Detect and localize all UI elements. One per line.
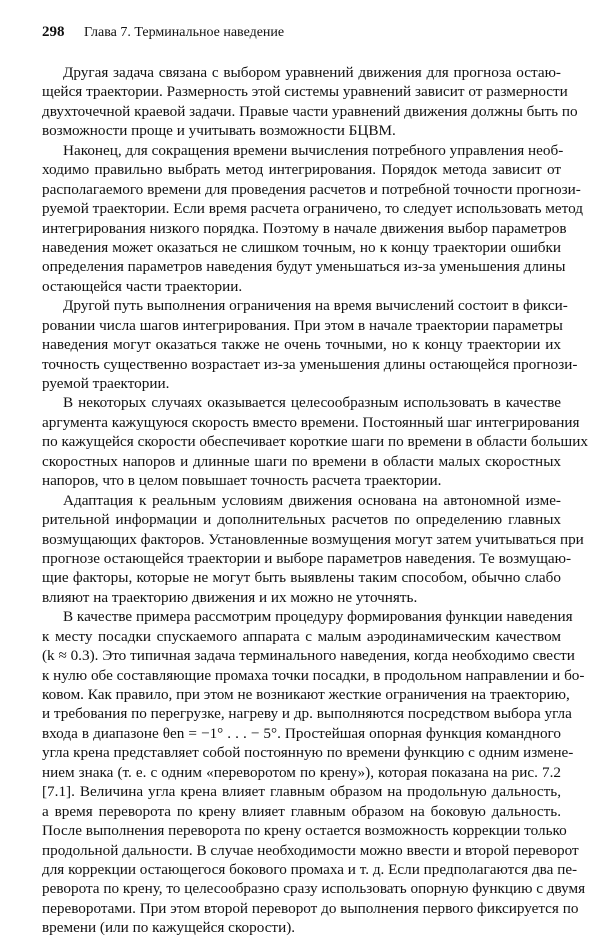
text-line: для коррекции остающегося бокового промаха и т. д. Если предполагаются два пе- xyxy=(42,860,578,878)
text-line: щие факторы, которые не могут быть выявлены таким способом, обычно слабо xyxy=(42,569,561,587)
text-line: ковом. Как правило, при этом не возникают жесткие ограничения на траекторию, xyxy=(42,686,570,703)
text-line: напоров, что в целом повышает точность расчета траектории. xyxy=(42,472,442,490)
running-title: Глава 7. Терминальное наведение xyxy=(84,25,285,40)
text-line: Адаптация к реальным условиям движения основана на автономной изме- xyxy=(63,491,561,509)
text-line: В качестве примера рассмотрим процедуру формирования функции наведения xyxy=(63,608,573,626)
text-line: а время переворота по крену влияет главным образом на боковую дальность. xyxy=(42,802,561,820)
text-line: аргумента кажущуюся скорость вместо времени. Постоянный шаг интегрирования xyxy=(42,413,580,431)
text-line: и требования по перегрузке, нагреву и др. выполняются посредством выбора угла xyxy=(42,705,572,723)
text-line: руемой траектории. Если время расчета ограничено, то следует использовать метод xyxy=(42,200,583,218)
text-line: В некоторых случаях оказывается целесообразным использовать в качестве xyxy=(63,394,561,412)
text-line: щейся траектории. Размерность этой системы уравнений зависит от размерности xyxy=(42,83,568,101)
text-line: [7.1]. Величина угла крена влияет главным образом на продольную дальность, xyxy=(42,783,561,801)
text-line: наведения могут оказаться также не очень точными, но к концу траектории их xyxy=(42,336,561,354)
text-line: интегрирования низкого порядка. Поэтому в начале движения выбор параметров xyxy=(42,219,567,237)
text-line: ходимо правильно выбрать метод интегрирования. Порядок метода зависит от xyxy=(42,161,561,179)
text-line: влияют на траекторию движения и их можно не уточнять. xyxy=(42,588,418,606)
text-line: руемой траектории. xyxy=(42,375,170,392)
text-line: возможности проще и учитывать возможности БЦВМ. xyxy=(42,122,396,140)
text-line: продольной дальности. В случае необходимости можно ввести и второй переворот xyxy=(42,841,579,859)
text-line: Другой путь выполнения ограничения на время вычислений состоит в фикси- xyxy=(63,297,568,315)
text-line: располагаемого времени для проведения расчетов и потребной точности прогнози- xyxy=(42,180,581,198)
text-line: к нулю обе составляющие промаха точки посадки, в продольном направлении и бо- xyxy=(42,666,585,684)
text-line: прогнозе остающейся траектории и выборе параметров наведения. Те возмущаю- xyxy=(42,549,572,567)
text-line: к месту посадки спускаемого аппарата с малым аэродинамическим качеством xyxy=(42,627,561,645)
text-line: остающейся части траектории. xyxy=(42,277,243,295)
text-line: угла крена представляет собой постоянную по времени функцию с одним измене- xyxy=(42,744,574,762)
text-line: реворота по крену, то целесообразно сразу использовать опорную функцию с двумя xyxy=(42,880,586,898)
text-line: наведения может оказаться не слишком точным, но к концу траектории ошибки xyxy=(42,238,561,256)
text-line: двухточечной краевой задачи. Правые части уравнений движения должны быть по xyxy=(42,102,578,120)
text-line: времени (или по кажущейся скорости). xyxy=(42,919,296,937)
text-line: (k ≈ 0.3). Это типичная задача терминального наведения, когда необходимо свести xyxy=(42,647,575,665)
text-line: входа в диапазоне θen = −1° . . . − 5°. Простейшая опорная функция командного xyxy=(42,724,561,742)
text-line: определения параметров наведения будут уменьшаться из-за уменьшения длины xyxy=(42,258,566,276)
text-line: ровании числа шагов интегрирования. При этом в начале траектории параметры xyxy=(42,316,563,334)
text-line: по кажущейся скорости обеспечивает короткие шаги по времени в области больших xyxy=(42,433,588,451)
text-line: точность существенно возрастает из-за уменьшения длины остающейся прогнози- xyxy=(42,355,578,373)
text-line: Другая задача связана с выбором уравнений движения для прогноза остаю- xyxy=(63,64,561,81)
text-line: рительной информации и дополнительных расчетов по определению главных xyxy=(42,511,561,529)
text-line: нием знака (т. е. с одним «переворотом по крену»), которая показана на рис. 7.2 xyxy=(42,763,561,781)
body-text xyxy=(42,63,588,938)
text-line: возмущающих факторов. Установленные возмущения могут затем учитываться при xyxy=(42,530,584,548)
text-line: переворотами. При этом второй переворот до выполнения первого фиксируется по xyxy=(42,899,579,917)
text-line: После выполнения переворота по крену остается возможность коррекции только xyxy=(42,822,567,840)
text-line: Наконец, для сокращения времени вычисления потребного управления необ- xyxy=(63,141,564,159)
text-line: скоростных напоров и длинные шаги по времени в области малых скоростных xyxy=(42,452,561,470)
page-number: 298 xyxy=(42,24,65,40)
running-header xyxy=(42,24,284,41)
